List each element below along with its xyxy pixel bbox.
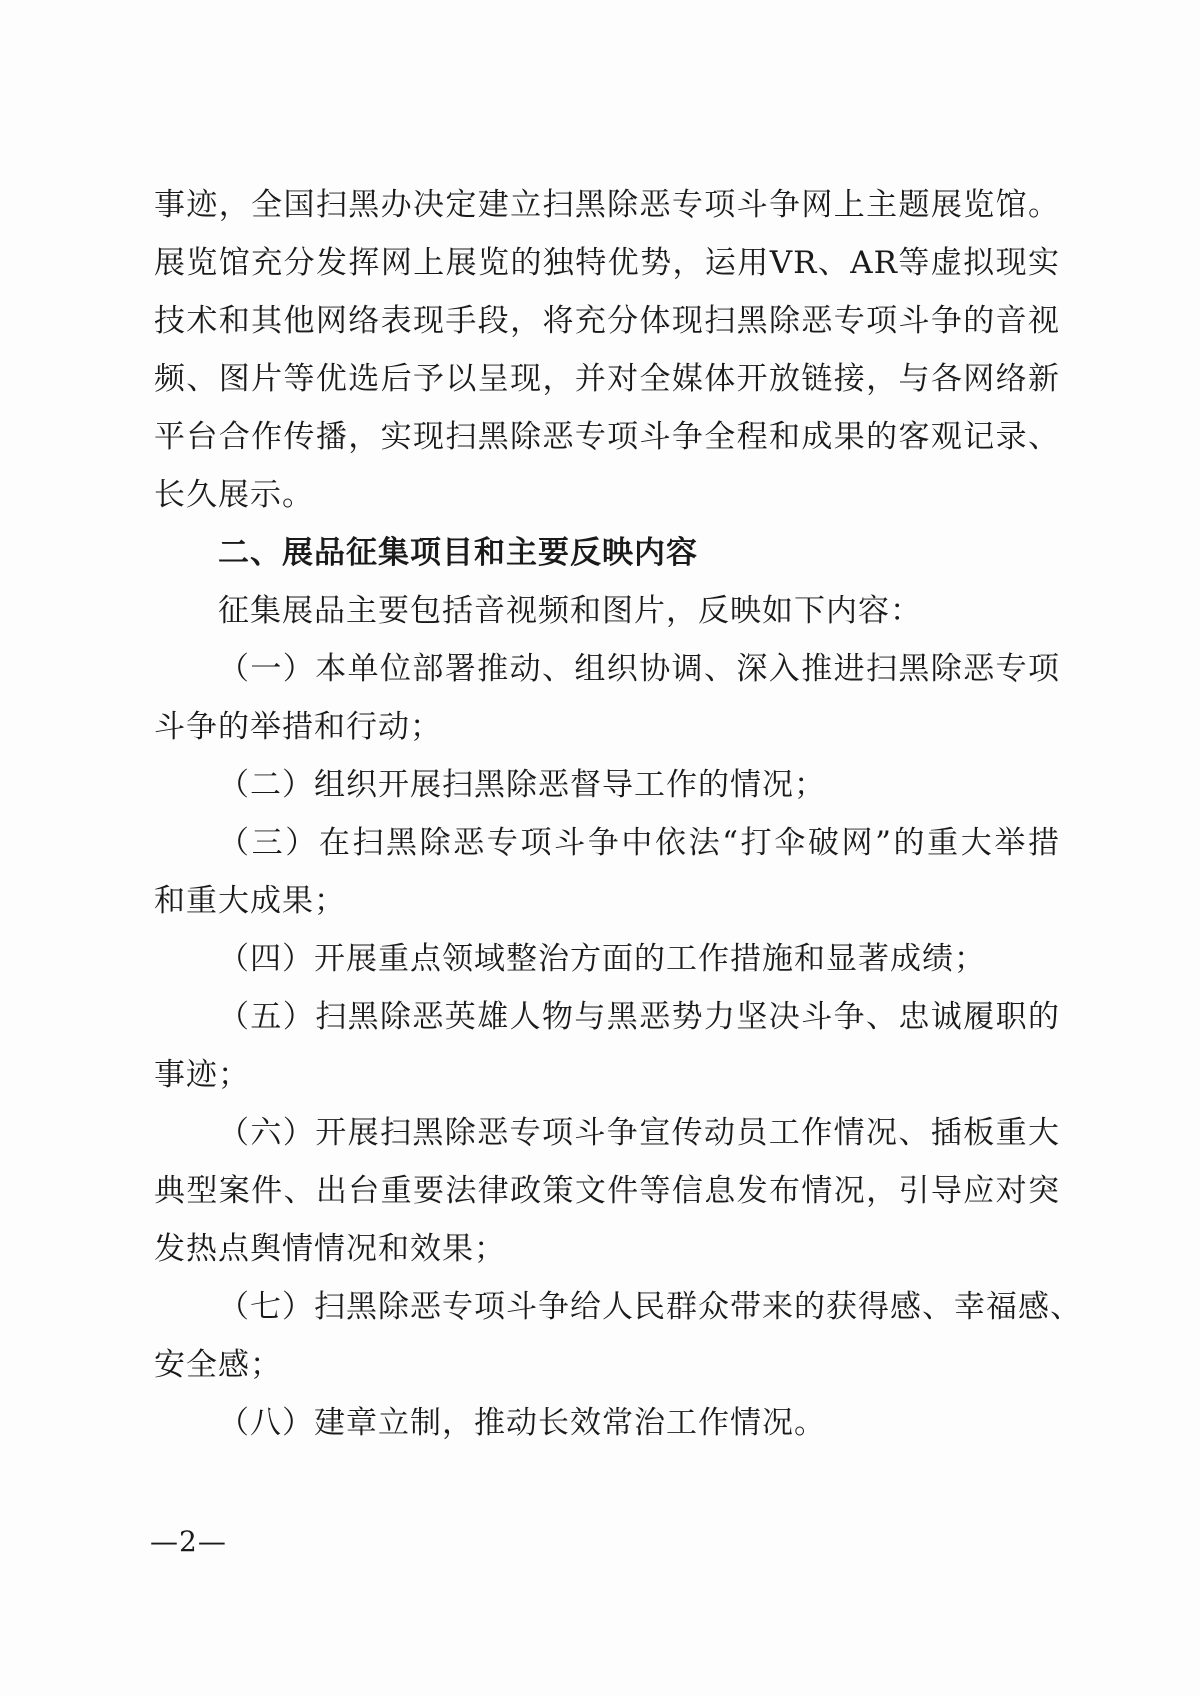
body-line: 长久展示。 — [154, 477, 314, 513]
list-item-line: 斗争的举措和行动； — [154, 709, 442, 745]
list-item-line: （六）开展扫黑除恶专项斗争宣传动员工作情况、插板重大 — [218, 1115, 1060, 1151]
list-item-line: （一）本单位部署推动、组织协调、深入推进扫黑除恶专项 — [218, 651, 1060, 687]
list-item-line: （四）开展重点领域整治方面的工作措施和显著成绩； — [218, 941, 986, 977]
list-item-line: 事迹； — [154, 1057, 250, 1093]
list-item-8 — [154, 1394, 1060, 1452]
list-item-6 — [154, 1104, 1060, 1278]
paragraph-opening — [154, 176, 1060, 524]
list-item-line: （五）扫黑除恶英雄人物与黑恶势力坚决斗争、忠诚履职的 — [218, 999, 1060, 1035]
list-item-line: （八）建章立制，推动长效常治工作情况。 — [218, 1405, 826, 1441]
list-item-line: 安全感； — [154, 1347, 282, 1383]
list-item-5 — [154, 988, 1060, 1104]
list-item-line: （七）扫黑除恶专项斗争给人民群众带来的获得感、幸福感、 — [218, 1289, 1082, 1325]
list-item-line: （三）在扫黑除恶专项斗争中依法“打伞破网”的重大举措 — [218, 825, 1060, 861]
list-item-4 — [154, 930, 1060, 988]
body-line: 技术和其他网络表现手段，将充分体现扫黑除恶专项斗争的音视 — [154, 303, 1060, 339]
list-item-line: 和重大成果； — [154, 883, 346, 919]
body-line: 频、图片等优选后予以呈现，并对全媒体开放链接，与各网络新 — [154, 361, 1060, 397]
list-item-3 — [154, 814, 1060, 930]
document-body — [154, 176, 1082, 1452]
list-item-line: （二）组织开展扫黑除恶督导工作的情况； — [218, 767, 826, 803]
body-line: 平台合作传播，实现扫黑除恶专项斗争全程和成果的客观记录、 — [154, 419, 1060, 455]
list-item-1 — [154, 640, 1060, 756]
page-number: —2— — [150, 1525, 227, 1558]
list-item-2 — [154, 756, 1060, 814]
body-line: 展览馆充分发挥网上展览的独特优势，运用VR、AR等虚拟现实 — [154, 245, 1060, 281]
intro-paragraph: 征集展品主要包括音视频和图片，反映如下内容： — [218, 593, 922, 629]
list-item-line: 发热点舆情情况和效果； — [154, 1231, 506, 1267]
body-line: 事迹，全国扫黑办决定建立扫黑除恶专项斗争网上主题展览馆。 — [154, 187, 1060, 223]
section-heading: 二、展品征集项目和主要反映内容 — [218, 535, 698, 571]
list-item-line: 典型案件、出台重要法律政策文件等信息发布情况，引导应对突 — [154, 1173, 1060, 1209]
list-item-7 — [154, 1278, 1082, 1394]
